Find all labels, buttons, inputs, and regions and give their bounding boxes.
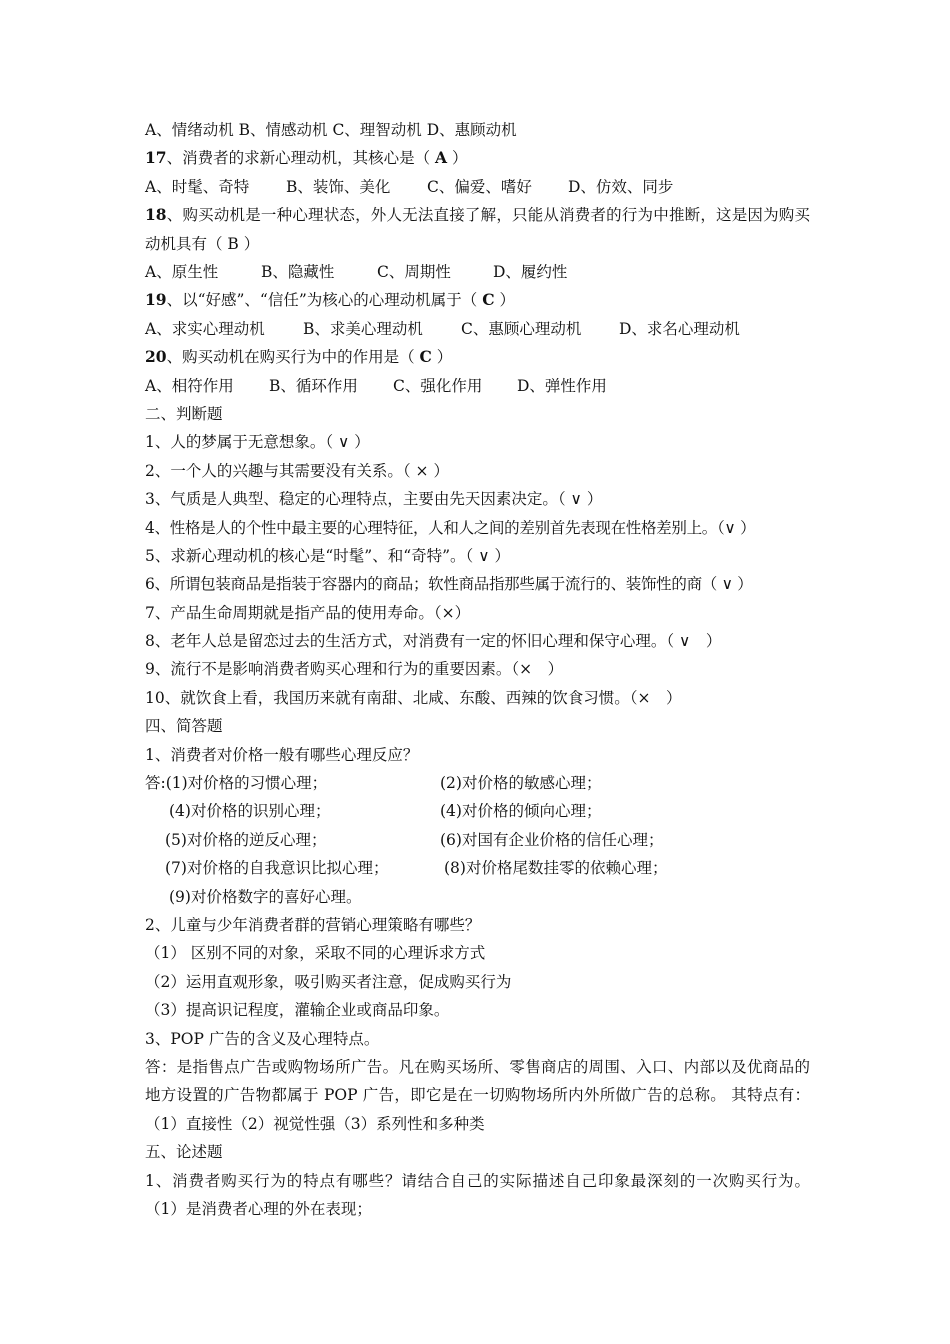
section-short-answer-title: 四、简答题 xyxy=(145,717,223,736)
q19-options: A、求实心理动机 B、求美心理动机 C、惠顾心理动机 D、求名心理动机 xyxy=(145,319,740,338)
q20-question: 20、购买动机在购买行为中的作用是（ C ） xyxy=(145,347,453,367)
q16-options: A、情绪动机 B、情感动机 C、理智动机 D、惠顾动机 xyxy=(145,121,517,139)
q20-options: A、相符作用 B、循环作用 C、强化作用 D、弹性作用 xyxy=(145,376,607,395)
judgment-item: 3、气质是人典型、稳定的心理特点，主要由先天因素决定。（ ∨ ） xyxy=(145,490,603,509)
section-judgment-title: 二、判断题 xyxy=(145,404,223,423)
sa2-answer-item: （1） 区别不同的对象，采取不同的心理诉求方式 xyxy=(145,944,486,963)
sa1-answer-row: (4)对价格的识别心理； (4)对价格的倾向心理； xyxy=(169,802,602,821)
sa1-answer-row: (7)对价格的自我意识比拟心理； (8)对价格尾数挂零的依赖心理； xyxy=(165,859,668,878)
judgment-item: 7、产品生命周期就是指产品的使用寿命。（×） xyxy=(145,603,471,622)
sa1-answer-row: (9)对价格数字的喜好心理。 xyxy=(169,887,362,906)
q18-options: A、原生性 B、隐藏性 C、周期性 D、履约性 xyxy=(145,262,568,281)
judgment-item: 1、人的梦属于无意想象。（ ∨ ） xyxy=(145,433,370,452)
short-answer-1-question: 1、消费者对价格一般有哪些心理反应？ xyxy=(145,745,419,764)
q19-question: 19、以“好感”、“信任”为核心的心理动机属于（ C ） xyxy=(145,290,515,310)
sa2-answer-item: （3）提高识记程度，灌输企业或商品印象。 xyxy=(145,1001,450,1020)
judgment-item: 4、性格是人的个性中最主要的心理特征，人和人之间的差别首先表现在性格差别上。（∨ ） xyxy=(145,518,756,537)
judgment-item: 8、老年人总是留恋过去的生活方式，对消费有一定的怀旧心理和保守心理。（ ∨ ） xyxy=(145,632,722,651)
short-answer-3-question: 3、POP 广告的含义及心理特点。 xyxy=(145,1029,380,1048)
judgment-item: 10、就饮食上看，我国历来就有南甜、北咸、东酸、西辣的饮食习惯。（× ） xyxy=(145,688,682,707)
q17-options: A、时髦、奇特 B、装饰、美化 C、偏爱、嗜好 D、仿效、同步 xyxy=(145,177,674,196)
essay-1-question: 1、消费者购买行为的特点有哪些？请结合自己的实际描述自己印象最深刻的一次购买行为。 （1）是消费者心理的外在表现； xyxy=(145,1171,810,1218)
sa1-answer-row: 答:(1)对价格的习惯心理； (2)对价格的敏感心理； xyxy=(145,774,602,793)
section-essay-title: 五、论述题 xyxy=(145,1143,223,1162)
sa1-answer-row: (5)对价格的逆反心理； (6)对国有企业价格的信任心理； xyxy=(165,830,664,849)
sa3-answer: 答：是指售点广告或购物场所广告。凡在购买场所、零售商店的周围、入口、内部以及优商品的地方设置的广告物都属于 POP 广告，即它是在一切购物场所内外所做广告的总称。 其特点有：（1）直接性（2）视觉性强（3）系列性和多种类 xyxy=(145,1057,810,1133)
judgment-item: 2、一个人的兴趣与其需要没有关系。（ × ） xyxy=(145,461,449,480)
judgment-item: 6、所谓包装商品是指装于容器内的商品；软性商品指那些属于流行的、装饰性的商（ ∨ ） xyxy=(145,575,753,594)
judgment-item: 9、流行不是影响消费者购买心理和行为的重要因素。（× ） xyxy=(145,660,564,679)
q18-question: 18、购买动机是一种心理状态，外人无法直接了解，只能从消费者的行为中推断，这是因为购买动机具有（ B ） xyxy=(145,205,810,253)
judgment-item: 5、求新心理动机的核心是“时髦”、和“奇特”。（ ∨ ） xyxy=(145,546,511,565)
sa2-answer-item: （2）运用直观形象，吸引购买者注意，促成购买行为 xyxy=(145,972,512,991)
q17-question: 17、消费者的求新心理动机，其核心是（ A ） xyxy=(145,148,468,168)
short-answer-2-question: 2、儿童与少年消费者群的营销心理策略有哪些？ xyxy=(145,915,481,934)
document-content xyxy=(145,116,810,1223)
